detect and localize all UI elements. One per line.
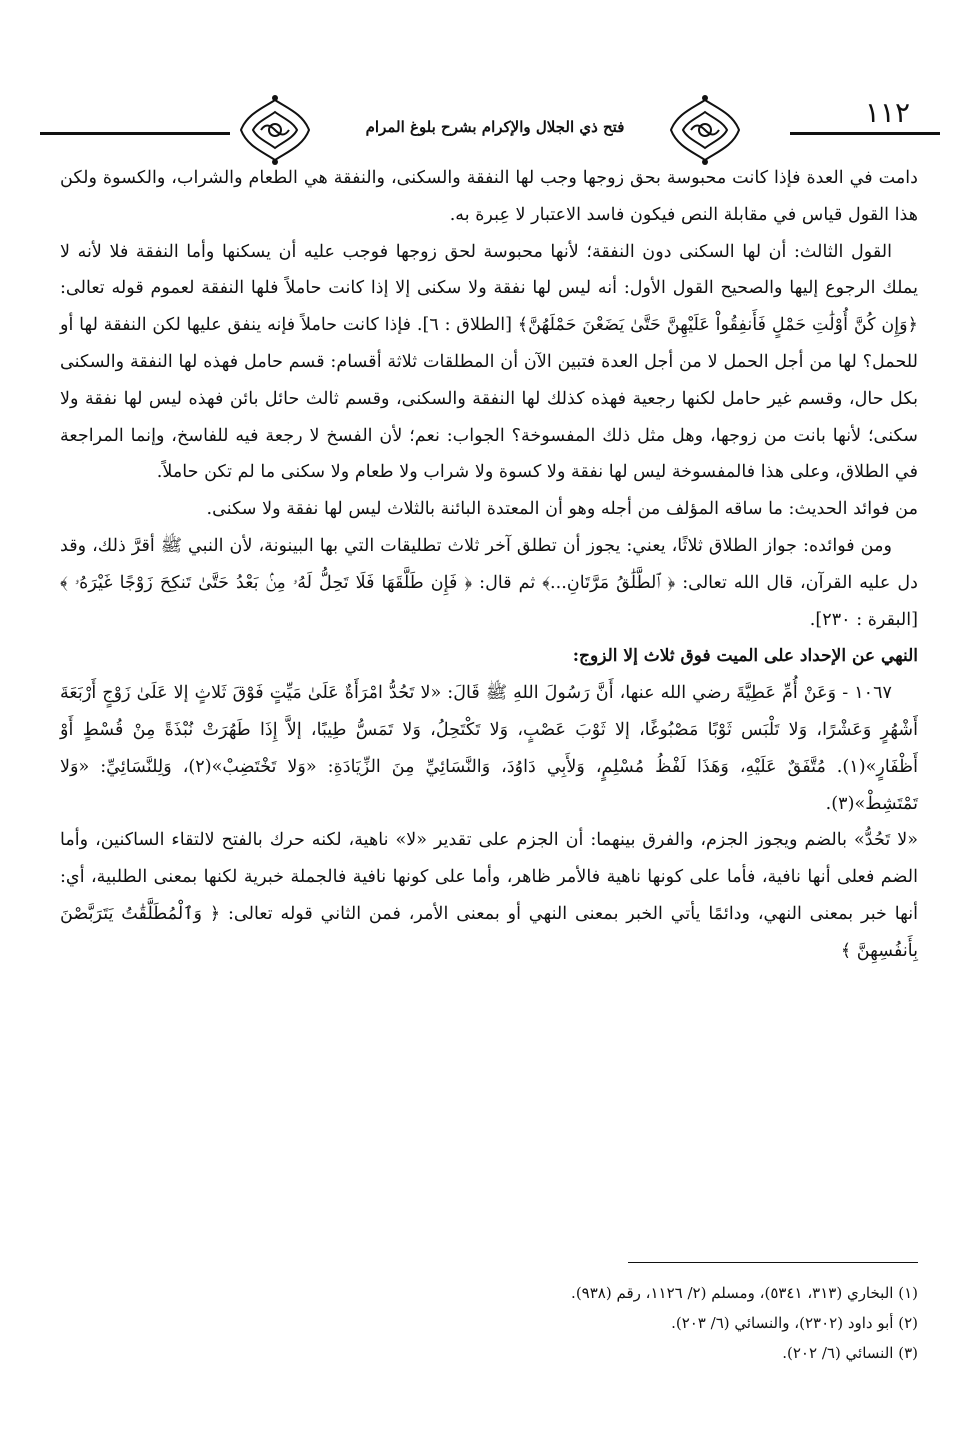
- paragraph: القول الثالث: أن لها السكنى دون النفقة؛ لأنها محبوسة لحق زوجها فوجب عليه أن يسكنها وأما النفقة فلا لأنه لا يملك الرجوع إليها والصحيح القول الأول: أنه ليس لها نفقة ولا سكنى إلا إذا كانت حاملاً فلها النفقة لعموم قوله تعالى: ﴿وَإِن كُنَّ أُوْلَٰتِ حَمْلٍ فَأَنفِقُواْ عَلَيْهِنَّ حَتَّىٰ يَضَعْنَ حَمْلَهُنَّ﴾ [الطلاق : ٦]. فإذا كانت حاملاً فإنه ينفق عليها لكن النفقة لها أو للحمل؟ لها من أجل الحمل لا من أجل العدة فتبين الآن أن المطلقات ثلاثة أقسام: قسم حامل فهذه لها النفقة والسكنى بكل حال، وقسم غير حامل لكنها رجعية فهذه كذلك لها النفقة والسكنى، وقسم ثالث حائل بائن فهذه ليس لها نفقة ولا سكنى؛ لأنها بانت من زوجها، وهل مثل ذلك المفسوخة؟ الجواب: نعم؛ لأن الفسخ لا رجعة فيه للفاسخ، وإنما المراجعة في الطلاق، وعلى هذا فالمفسوخة ليس لها نفقة ولا كسوة ولا شراب ولا طعام ولا سكنى ما لم تكن حاملاً.: [60, 241, 918, 483]
- footnote-separator: [628, 1262, 918, 1263]
- main-text: [60, 160, 918, 970]
- footnote: (٢) أبو داود (٢٣٠٢)، والنسائي (٦/ ٢٠٣).: [671, 1314, 918, 1332]
- floral-ornament-icon: [235, 94, 315, 166]
- header-rule-right: [790, 132, 940, 135]
- header-rule-left: [40, 132, 230, 135]
- paragraph: ومن فوائده: جواز الطلاق ثلاثًا، يعني: يجوز أن تطلق آخر ثلاث تطليقات التي بها البينونة، لأن النبي ﷺ أقرَّ ذلك، وقد دل عليه القرآن، قال الله تعالى: ﴿ ٱلطَّلَٰقُ مَرَّتَانِ...﴾ ثم قال: ﴿ فَإِن طَلَّقَهَا فَلَا تَحِلُّ لَهُۥ مِنۢ بَعْدُ حَتَّىٰ تَنكِحَ زَوْجًا غَيْرَهُۥ ﴾ [البقرة : ٢٣٠].: [60, 535, 918, 630]
- commentary-text: «لا تَحُدُّ» بالضم ويجوز الجزم، والفرق بينهما: أن الجزم على تقدير «لا» ناهية، لكنه حرك بالفتح لالتقاء الساكنين، وأما الضم فعلى أنها نافية، فأما على كونها ناهية فالأمر ظاهر، وأما على كونها نافية فالجملة خبرية لكنها بمعنى الطلبية، أي: أنها خبر بمعنى النهي، ودائمًا يأتي الخبر بمعنى النهي أو بمعنى الأمر، فمن الثاني قوله تعالى: ﴿ وَٱلْمُطَلَّقَٰتُ يَتَرَبَّصْنَ بِأَنفُسِهِنَّ ﴾: [60, 830, 918, 961]
- running-title: فتح ذي الجلال والإكرام بشرح بلوغ المرام: [365, 118, 625, 136]
- paragraph: دامت في العدة فإذا كانت محبوسة بحق زوجها وجب لها النفقة والسكنى، والنفقة هي الطعام والشراب، والكسوة ولكن هذا القول قياس في مقابلة النص فيكون فاسد الاعتبار لا عِبرة به.: [60, 168, 918, 225]
- page-header: [30, 90, 950, 170]
- hadith-text: ١٠٦٧ - وَعَنْ أُمِّ عَطِيَّةَ رضي الله عنها، أَنَّ رَسُولَ اللهِ ﷺ قَالَ: «لا تَحُدُّ امْرَأَةٌ عَلَىٰ مَيِّتٍ فَوْقَ ثَلاثٍ إلا عَلَىٰ زَوْجٍ أَرْبَعَةَ أَشْهُرٍ وَعَشْرًا، وَلا تَلْبَس ثَوْبًا مَصْبُوغًا، إلا ثَوْبَ عَصْبٍ، وَلا تَكْتَحِلُ، وَلا تَمَسُّ طِيبًا، إلاَّ إِذَا طَهُرَتْ نُبْذَةً مِنْ قُسْطٍ أَوْ أَظْفَارٍ»(١). مُتَّفَقٌ عَلَيْهِ، وَهَذَا لَفْظُ مُسْلِمٍ، وَلأَبِي دَاوُدَ، وَالنَّسَائِيِّ مِنَ الزِّيَادَةِ: «وَلا تَخْتَضِبْ»(٢)، وَلِلنَّسَائِيِّ: «وَلا تَمْتَشِطْ»(٣).: [60, 683, 918, 814]
- footnote: (٣) النسائي (٦/ ٢٠٢).: [782, 1344, 918, 1362]
- floral-ornament-icon: [665, 94, 745, 166]
- page-number: ١١٢: [864, 96, 910, 129]
- footnotes: [60, 1278, 918, 1368]
- footnote: (١) البخاري (٣١٣، ٥٣٤١)، ومسلم (٢/ ١١٢٦، رقم (٩٣٨).: [571, 1284, 918, 1302]
- paragraph: من فوائد الحديث: ما ساقه المؤلف من أجله وهو أن المعتدة البائنة بالثلاث ليس لها نفقة ولا سكنى.: [206, 499, 918, 520]
- section-heading: النهي عن الإحداد على الميت فوق ثلاث إلا الزوج:: [572, 646, 918, 667]
